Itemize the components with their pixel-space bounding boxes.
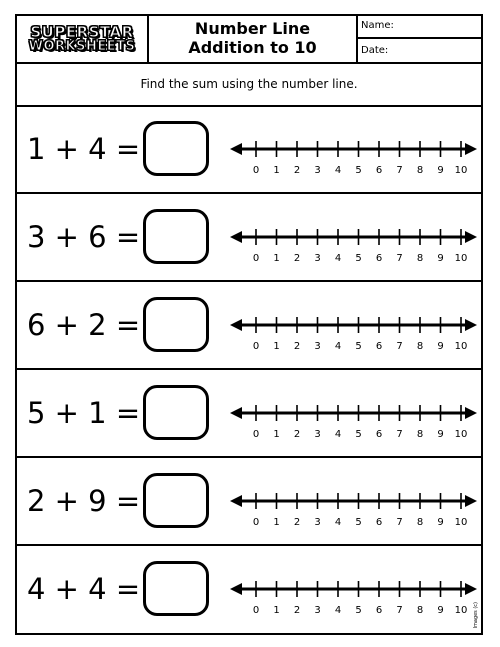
tick-label: 8 [416, 517, 424, 528]
tick-label: 4 [334, 165, 342, 176]
problem-row [17, 547, 481, 634]
tick-label: 7 [396, 517, 403, 528]
number-line-graphic [220, 117, 482, 187]
tick-label: 2 [293, 341, 301, 352]
number-line [220, 557, 482, 627]
tick-label: 0 [252, 253, 260, 264]
image-credit: Images (c) [473, 602, 479, 629]
number-line-graphic [220, 381, 482, 451]
tick-label: 1 [273, 429, 280, 440]
tick-label: 0 [252, 429, 260, 440]
number-line [220, 117, 482, 187]
name-field[interactable]: Name: [358, 16, 481, 39]
problem-row [17, 371, 481, 458]
tick-label: 6 [375, 165, 383, 176]
number-line [220, 293, 482, 363]
equation-text: 3 + 6 = [27, 220, 141, 254]
tick-label: 3 [314, 165, 321, 176]
tick-label: 3 [314, 341, 321, 352]
answer-box[interactable] [143, 209, 209, 264]
number-line-graphic [220, 557, 482, 627]
equation-text: 1 + 4 = [27, 132, 141, 166]
problem-row [17, 283, 481, 370]
left-arrow-icon [230, 231, 242, 243]
tick-label: 1 [273, 165, 280, 176]
tick-label: 5 [355, 165, 362, 176]
right-arrow-icon [465, 583, 477, 595]
answer-box[interactable] [143, 473, 209, 528]
left-arrow-icon [230, 583, 242, 595]
tick-label: 10 [454, 165, 468, 176]
tick-label: 3 [314, 429, 321, 440]
tick-label: 0 [252, 517, 260, 528]
tick-label: 7 [396, 165, 403, 176]
tick-label: 0 [252, 605, 260, 616]
tick-label: 2 [293, 165, 301, 176]
number-line [220, 205, 482, 275]
logo-line-2: WORKSHEETS [28, 38, 136, 54]
answer-box[interactable] [143, 385, 209, 440]
number-line-graphic [220, 469, 482, 539]
right-arrow-icon [465, 319, 477, 331]
tick-label: 3 [314, 605, 321, 616]
tick-label: 1 [273, 517, 280, 528]
tick-label: 6 [375, 605, 383, 616]
right-arrow-icon [465, 231, 477, 243]
tick-label: 5 [355, 341, 362, 352]
answer-box[interactable] [143, 121, 209, 176]
tick-label: 9 [437, 429, 444, 440]
tick-label: 4 [334, 253, 342, 264]
number-line-graphic [220, 205, 482, 275]
tick-label: 0 [252, 341, 260, 352]
equation-text: 4 + 4 = [27, 572, 141, 606]
tick-label: 10 [454, 517, 468, 528]
problem-row [17, 107, 481, 194]
worksheet [15, 14, 483, 635]
tick-label: 7 [396, 605, 403, 616]
left-arrow-icon [230, 319, 242, 331]
tick-label: 8 [416, 605, 424, 616]
right-arrow-icon [465, 407, 477, 419]
tick-label: 5 [355, 253, 362, 264]
title-line-1: Number Line [194, 19, 311, 38]
worksheet-header [17, 16, 481, 64]
tick-label: 3 [314, 253, 321, 264]
tick-label: 2 [293, 517, 301, 528]
tick-label: 4 [334, 341, 342, 352]
tick-label: 9 [437, 517, 444, 528]
tick-label: 9 [437, 605, 444, 616]
title-line-2: Addition to 10 [188, 38, 317, 57]
tick-label: 9 [437, 165, 444, 176]
tick-label: 1 [273, 605, 280, 616]
tick-label: 8 [416, 253, 424, 264]
left-arrow-icon [230, 407, 242, 419]
equation-text: 5 + 1 = [27, 396, 141, 430]
answer-box[interactable] [143, 561, 209, 616]
tick-label: 6 [375, 253, 383, 264]
instructions: Find the sum using the number line. [17, 64, 481, 107]
problem-row [17, 195, 481, 282]
tick-label: 7 [396, 429, 403, 440]
tick-label: 2 [293, 605, 301, 616]
tick-label: 10 [454, 429, 468, 440]
right-arrow-icon [465, 495, 477, 507]
superstar-worksheets-logo [17, 16, 149, 62]
tick-label: 8 [416, 341, 424, 352]
tick-label: 10 [454, 605, 468, 616]
tick-label: 10 [454, 253, 468, 264]
tick-label: 6 [375, 341, 383, 352]
number-line [220, 381, 482, 451]
worksheet-title [149, 16, 358, 62]
tick-label: 3 [314, 517, 321, 528]
problem-row [17, 459, 481, 546]
answer-box[interactable] [143, 297, 209, 352]
left-arrow-icon [230, 495, 242, 507]
right-arrow-icon [465, 143, 477, 155]
tick-label: 2 [293, 429, 301, 440]
tick-label: 1 [273, 253, 280, 264]
tick-label: 4 [334, 517, 342, 528]
tick-label: 1 [273, 341, 280, 352]
tick-label: 7 [396, 253, 403, 264]
tick-label: 6 [375, 429, 383, 440]
date-field[interactable]: Date: [361, 45, 389, 56]
number-line-graphic [220, 293, 482, 363]
tick-label: 9 [437, 341, 444, 352]
logo-line-1: SUPERSTAR [30, 22, 134, 41]
equation-text: 6 + 2 = [27, 308, 141, 342]
tick-label: 0 [252, 165, 260, 176]
tick-label: 7 [396, 341, 403, 352]
tick-label: 10 [454, 341, 468, 352]
tick-label: 6 [375, 517, 383, 528]
tick-label: 5 [355, 517, 362, 528]
tick-label: 9 [437, 253, 444, 264]
student-info-fields [358, 16, 481, 62]
tick-label: 8 [416, 165, 424, 176]
tick-label: 4 [334, 429, 342, 440]
equation-text: 2 + 9 = [27, 484, 141, 518]
number-line [220, 469, 482, 539]
left-arrow-icon [230, 143, 242, 155]
tick-label: 4 [334, 605, 342, 616]
tick-label: 5 [355, 605, 362, 616]
tick-label: 5 [355, 429, 362, 440]
tick-label: 8 [416, 429, 424, 440]
tick-label: 2 [293, 253, 301, 264]
